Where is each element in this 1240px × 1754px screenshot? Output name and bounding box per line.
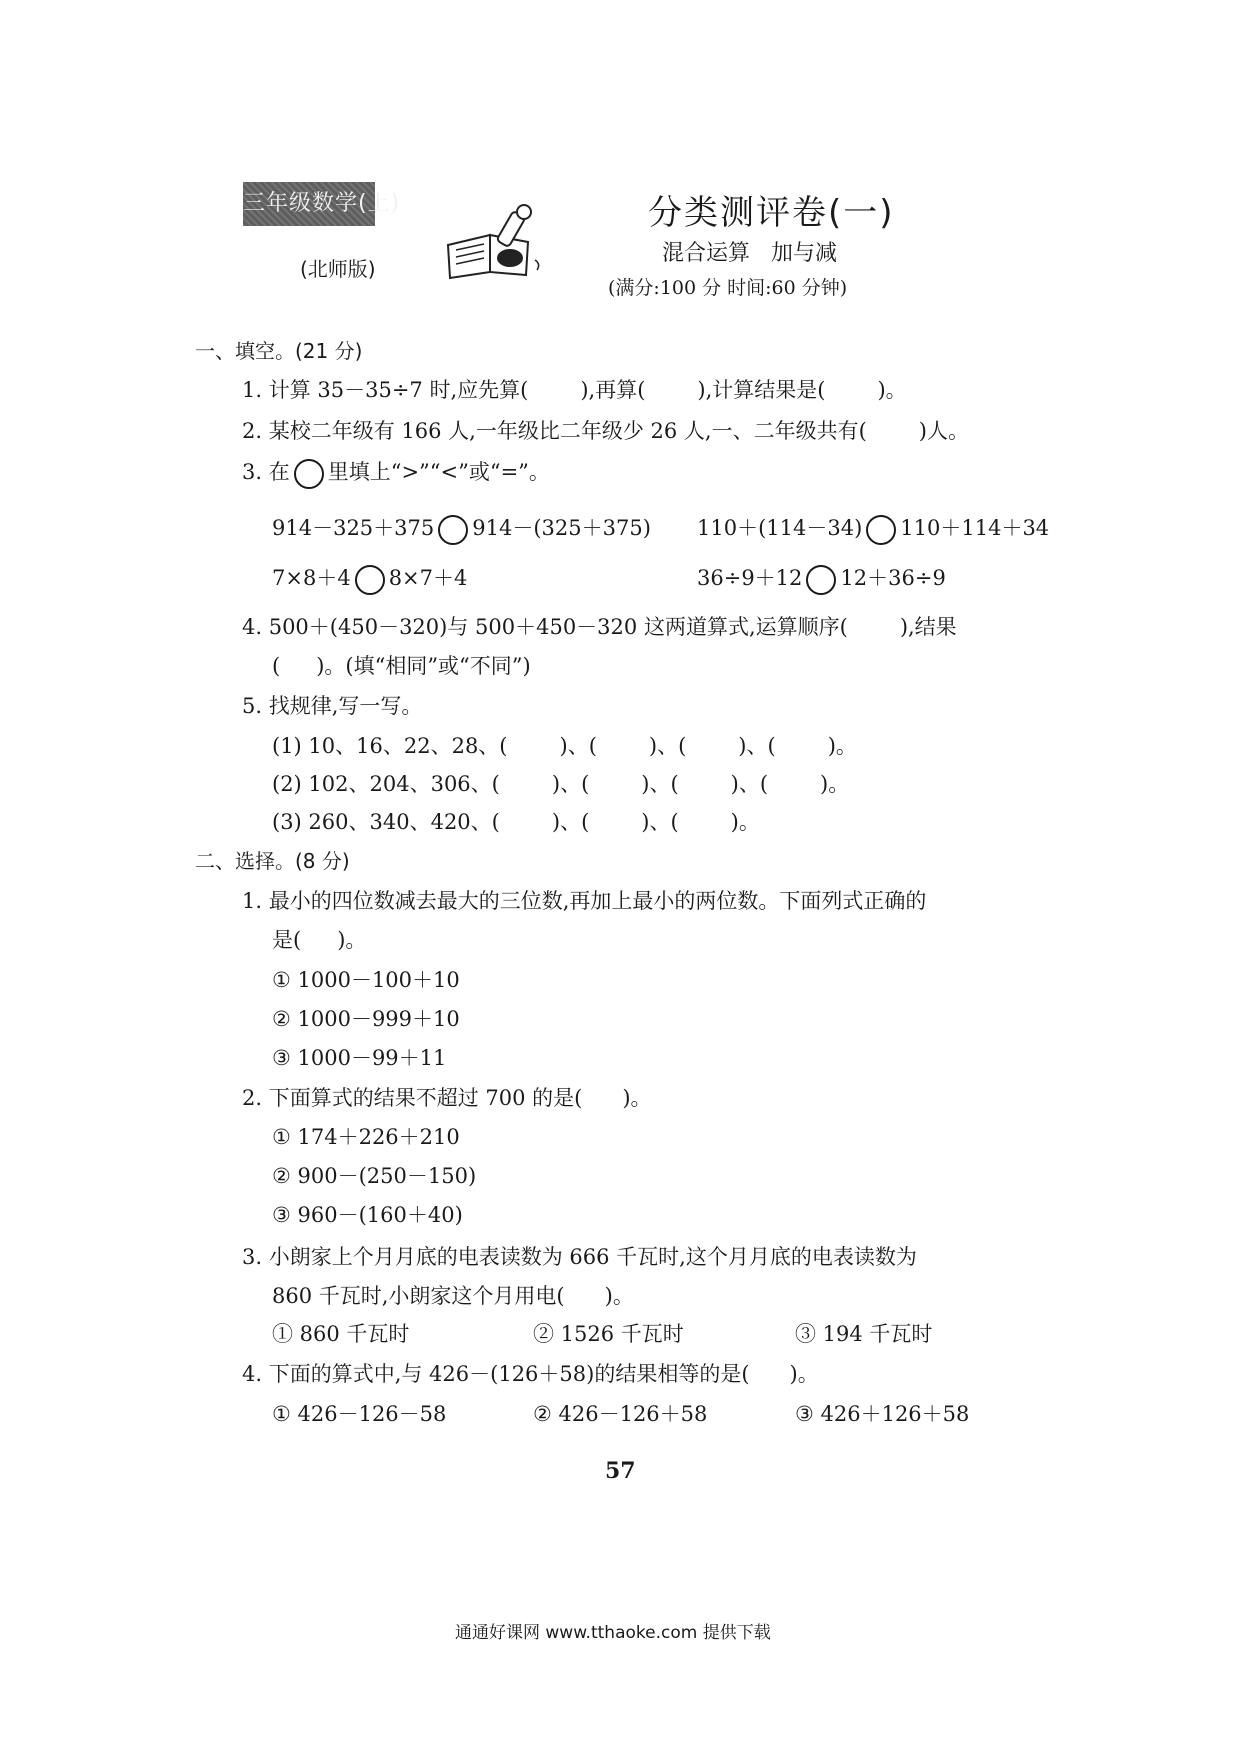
edition-label: (北师版) (300, 257, 376, 281)
section1-heading: 一、填空。(21 分) (195, 339, 363, 363)
s1-q3-row1-right: 110＋(114－34) 110＋114＋34 (697, 512, 1049, 545)
s2-q1-option-2: ② 1000－999＋10 (272, 1007, 460, 1031)
s1-q5-item-3: (3) 260、340、420、( )、( )、( )。 (272, 810, 760, 834)
compare-circle[interactable] (806, 565, 836, 595)
s2-q2-option-1: ① 174＋226＋210 (272, 1125, 460, 1149)
compare-circle[interactable] (866, 515, 896, 545)
s2-question-3-line2: 860 千瓦时,小朗家这个月用电( )。 (272, 1284, 634, 1308)
footer-credit: 通通好课网 www.tthaoke.com 提供下载 (455, 1623, 771, 1643)
page-title: 分类测评卷(一) (648, 193, 895, 233)
s1-question-2: 2. 某校二年级有 166 人,一年级比二年级少 26 人,一、二年级共有( )人。 (242, 419, 969, 443)
s1-question-1: 1. 计算 35－35÷7 时,应先算( ),再算( ),计算结果是( )。 (242, 378, 907, 402)
s1-q5-item-1: (1) 10、16、22、28、( )、( )、( )、( )。 (272, 734, 857, 758)
s2-question-1-line1: 1. 最小的四位数减去最大的三位数,再加上最小的两位数。下面列式正确的 (242, 889, 927, 913)
book-and-microscope-icon (440, 200, 550, 280)
compare-circle[interactable] (355, 565, 385, 595)
scoring-info: (满分:100 分 时间:60 分钟) (608, 277, 848, 299)
s2-question-2: 2. 下面算式的结果不超过 700 的是( )。 (242, 1086, 652, 1110)
s2-q4-option-1: ① 426－126－58 (272, 1402, 447, 1426)
s2-q4-option-2: ② 426－126＋58 (533, 1402, 708, 1426)
s1-q3-row2-right: 36÷9＋12 12＋36÷9 (697, 562, 946, 595)
s2-q4-option-3: ③ 426＋126＋58 (795, 1402, 970, 1426)
page-number: 57 (605, 1458, 636, 1484)
s2-q3-option-1: ① 860 千瓦时 (272, 1322, 410, 1346)
s2-q3-option-2: ② 1526 千瓦时 (533, 1322, 684, 1346)
s2-q2-option-2: ② 900－(250－150) (272, 1164, 477, 1188)
s2-q3-option-3: ③ 194 千瓦时 (795, 1322, 933, 1346)
s2-q2-option-3: ③ 960－(160＋40) (272, 1203, 463, 1227)
s1-question-4-line1: 4. 500＋(450－320)与 500＋450－320 这两道算式,运算顺序( ),结果 (242, 615, 957, 639)
s1-question-4-line2: ( )。(填“相同”或“不同”) (272, 654, 531, 678)
s1-q3-row1-left: 914－325＋375 914－(325＋375) (272, 512, 651, 545)
grade-badge: 三年级数学(上) (243, 182, 375, 226)
s1-q3-row2-left: 7×8＋4 8×7＋4 (272, 562, 467, 595)
s2-question-4: 4. 下面的算式中,与 426－(126＋58)的结果相等的是( )。 (242, 1362, 819, 1386)
compare-circle (294, 459, 324, 489)
s2-question-1-line2: 是( )。 (272, 928, 367, 952)
s1-question-3: 3. 在 里填上“>”“<”或“=”。 (242, 456, 550, 489)
compare-circle[interactable] (438, 515, 468, 545)
page-subtitle: 混合运算 加与减 (662, 241, 837, 266)
s2-q1-option-3: ③ 1000－99＋11 (272, 1046, 447, 1070)
section2-heading: 二、选择。(8 分) (195, 849, 350, 873)
s2-question-3-line1: 3. 小朗家上个月月底的电表读数为 666 千瓦时,这个月月底的电表读数为 (242, 1245, 917, 1269)
s2-q1-option-1: ① 1000－100＋10 (272, 968, 460, 992)
s1-question-5: 5. 找规律,写一写。 (242, 694, 423, 718)
s1-q5-item-2: (2) 102、204、306、( )、( )、( )、( )。 (272, 772, 850, 796)
